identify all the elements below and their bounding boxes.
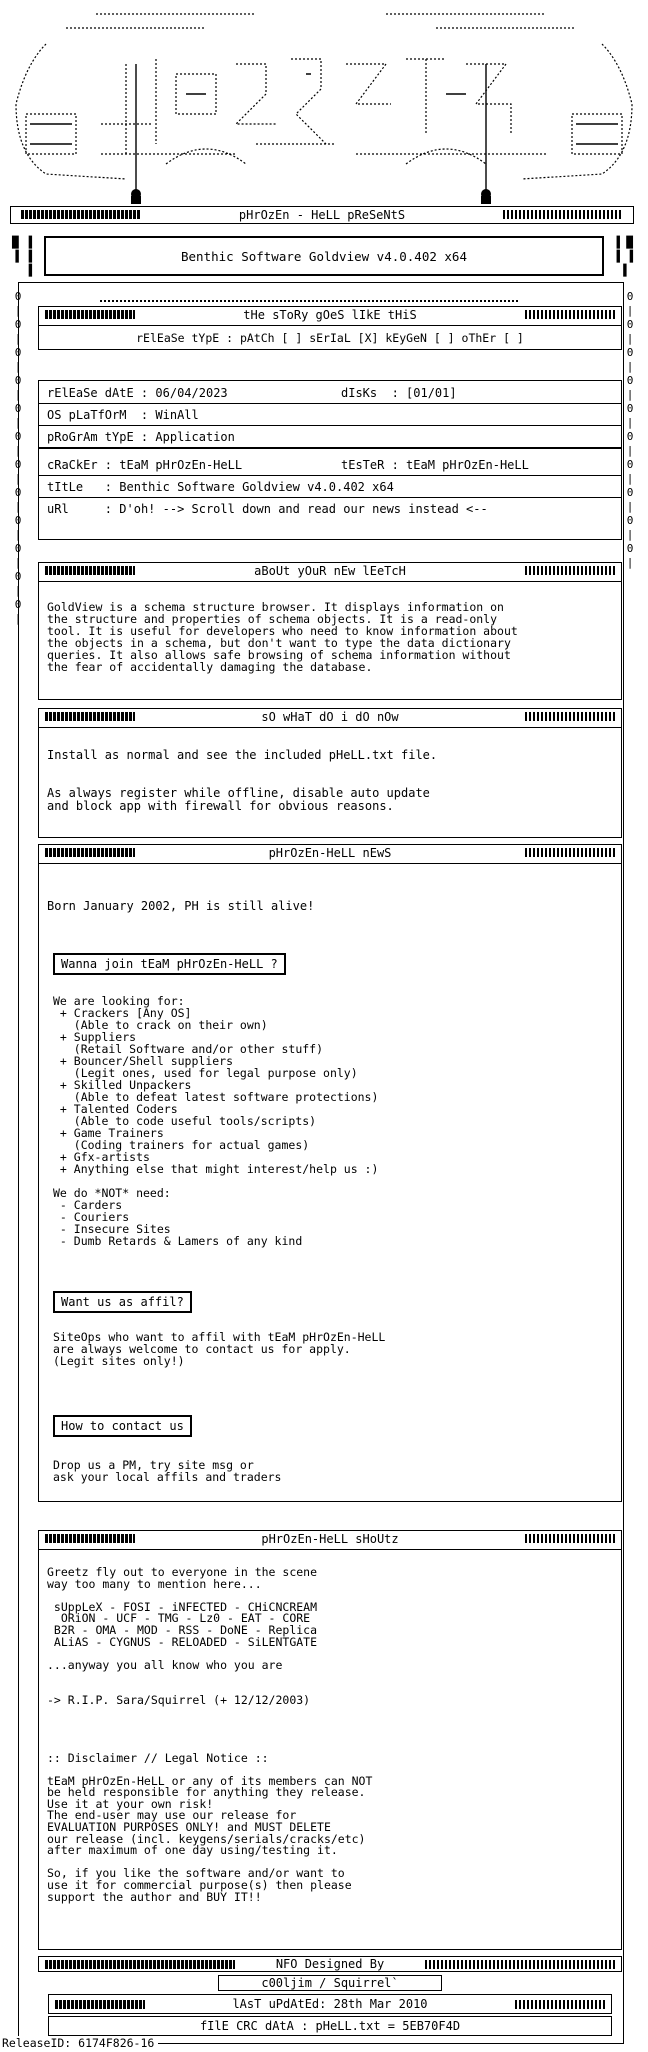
crc-data: fIlE CRC dAtA : pHeLL.txt = 5EB70F4D	[199, 2019, 461, 2033]
title-value: Benthic Software Goldview v4.0.402 x64	[119, 480, 394, 494]
crc-bar	[48, 2016, 612, 2036]
release-date-value: 06/04/2023	[155, 386, 228, 400]
presents-bar	[10, 206, 634, 224]
contact-box: How to contact us	[53, 1415, 192, 1437]
news-heading: pHrOzEn-HeLL nEwS	[268, 846, 392, 860]
affil-text: SiteOps who want to affil with tEaM pHrOzEn-HeLL are always welcome to contact us for apply. (Legit sites only!)	[53, 1330, 386, 1368]
affil-box: Want us as affil?	[53, 1291, 192, 1313]
release-date-label: rElEaSe dAtE :	[47, 386, 149, 400]
hatch-right-decoration	[525, 848, 615, 857]
shoutz-heading: pHrOzEn-HeLL sHoUtz	[261, 1532, 399, 1546]
cracker-value: tEaM pHrOzEn-HeLL	[119, 458, 243, 472]
title-bar	[44, 236, 604, 276]
about-heading: aBoUt yOuR nEw lEeTcH	[254, 564, 406, 578]
howto-text: Install as normal and see the included pHeLL.txt file. As always register while offline, disable auto update and block app with firewall for obvious reasons.	[47, 748, 438, 814]
howto-section	[38, 708, 622, 838]
designer-name: c00ljim / Squirrel`	[261, 1976, 399, 1990]
tester-label: tEsTeR :	[341, 458, 399, 472]
howto-heading: sO wHaT dO i dO nOw	[261, 710, 399, 724]
hatch-right-decoration	[525, 1534, 615, 1543]
hatch-right-decoration	[503, 210, 623, 219]
left-title-decoration: █ ▐ ▐ ▐ ▐	[12, 236, 32, 277]
cracker-label: cRaCkEr :	[47, 458, 113, 472]
shoutz-text: Greetz fly out to everyone in the scene way too many to mention here... sUppLeX - FOSI - iNFECTED - CHiCNCREAM ORiON - UCF - TMG - Lz0 - EAT - CORE B2R - OMA - MOD - RSS - DoNE - Replica ALiAS - CYGNUS - RELOADED - SiLENTGATE ...anyway you all know who you are -> R.I.P. Sara/Squirrel (+ 12/12/2003) :: Disclaimer // Legal Notice :: tEaM pHrOzEn-HeLL or any of its members can NOT be held responsible for anything they release. Use it at your own risk! The end-user may use our release for EVALUATION PURPOSES ONLY! and MUST DELETE our release (incl. keygens/serials/cracks/etc) after maximum of one day using/testing it. So, if you like the software and/or want to use it for commercial purpose(s) then please support the author and BUY IT!!	[47, 1565, 373, 1904]
info-table	[38, 380, 622, 540]
contact-text: Drop us a PM, try site msg or ask your local affils and traders	[53, 1458, 282, 1484]
news-section	[38, 844, 622, 1502]
story-dotted-line	[100, 300, 520, 302]
hatch-right-decoration	[525, 566, 615, 575]
last-updated: lAsT uPdAtEd: 28th Mar 2010	[232, 1997, 428, 2011]
story-heading: tHe sToRy gOeS lIkE tHiS	[243, 308, 417, 322]
disks-value: [01/01]	[406, 386, 457, 400]
release-title: Benthic Software Goldview v4.0.402 x64	[181, 249, 467, 264]
join-text: We are looking for: + Crackers [Any OS] (Able to crack on their own) + Suppliers (Retail Software and/or other stuff) + Bouncer/Shell suppliers (Legit ones, used for legal purpose only) + Skilled Unpackers (Able to defeat latest software protections) + Talented Coders (Able to code useful tools/scripts) + Game Trainers (Coding trainers for actual games) + Gfx-artists + Anything else that might interest/help us :) We do *NOT* need: - Carders - Couriers - Insecure Sites - Dumb Retards & Lamers of any kind	[53, 994, 379, 1248]
program-type-label: pRoGrAm tYpE :	[47, 430, 149, 444]
title-label: tItLe :	[47, 480, 113, 494]
about-text: GoldView is a schema structure browser. It displays information on the structure and properties of schema objects. It is a read-only tool. It is useful for developers who need to know information about the objects in a schema, but don't want to type the data dictionary queries. It also allows safe browsing of schema information without the fear of accidentally damaging the database.	[47, 600, 518, 674]
url-value: D'oh! --> Scroll down and read our news instead <--	[119, 502, 488, 516]
hatch-right-decoration	[525, 310, 615, 319]
phrozen-hell-ascii-logo	[6, 4, 642, 204]
story-box	[38, 306, 622, 350]
about-section	[38, 562, 622, 700]
hatch-right-decoration	[425, 1960, 615, 1969]
nfo-designed-bar	[38, 1956, 622, 1972]
news-born: Born January 2002, PH is still alive!	[47, 899, 315, 913]
disks-label: dIsKs :	[341, 386, 399, 400]
nfo-designed-by: NFO Designed By	[275, 1957, 385, 1971]
url-label: uRl :	[47, 502, 113, 516]
tester-value: tEaM pHrOzEn-HeLL	[406, 458, 529, 472]
program-type-value: Application	[155, 430, 235, 444]
hatch-right-decoration	[525, 712, 615, 721]
shoutz-section	[38, 1530, 622, 1950]
hatch-right-decoration	[515, 2000, 605, 2009]
left-rail-decoration: 0 | 0 | 0 | 0 | 0 | 0 | 0 | 0 | 0 | 0 | 0 | 0 |	[14, 290, 22, 625]
release-type-line: rElEaSe tYpE : pAtCh [ ] sErIaL [X] kEyGeN [ ] oThEr [ ]	[136, 331, 524, 345]
release-id: ReleaseID: 6174F826-16	[2, 2036, 158, 2050]
join-box: Wanna join tEaM pHrOzEn-HeLL ?	[53, 953, 286, 975]
designer-bar	[218, 1975, 442, 1991]
presents-text: pHrOzEn - HeLL pReSeNtS	[238, 208, 406, 222]
os-label: OS pLaTfOrM :	[47, 408, 149, 422]
os-value: WinAll	[155, 408, 199, 422]
updated-bar	[48, 1994, 612, 2014]
right-rail-decoration: 0 | 0 | 0 | 0 | 0 | 0 | 0 | 0 | 0 | 0 |	[626, 290, 634, 569]
right-title-decoration: ▐ █ ▐ ▐ ▐	[613, 236, 633, 277]
